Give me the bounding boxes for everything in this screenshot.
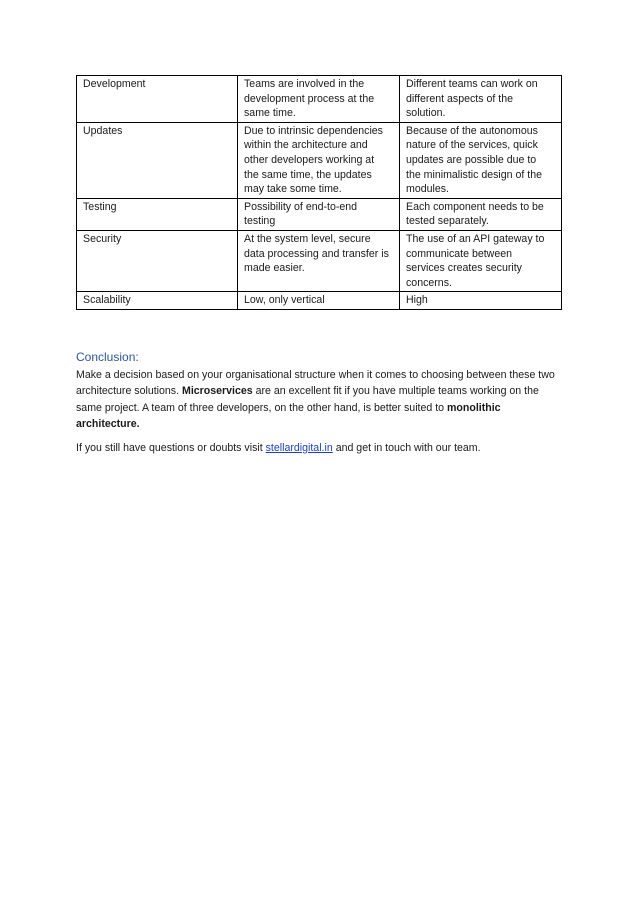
microservices-cell: The use of an API gateway to communicate between services creates security concerns. <box>400 230 562 291</box>
table-row <box>77 122 562 198</box>
table-row <box>77 230 562 291</box>
conclusion-text-1: Make a decision based on your organisational structure when it comes to choosing between these two architecture solutions. <box>76 369 555 398</box>
row-label-cell: Updates <box>77 122 238 198</box>
microservices-cell: Different teams can work on different aspects of the solution. <box>400 76 562 123</box>
contact-paragraph <box>76 440 561 456</box>
stellardigital-link[interactable]: stellardigital.in <box>265 441 333 454</box>
monolithic-cell: Possibility of end-to-end testing <box>238 198 400 230</box>
conclusion-paragraph <box>76 367 561 433</box>
row-label-cell: Development <box>77 76 238 123</box>
comparison-table-body <box>77 76 562 310</box>
row-label-cell: Testing <box>77 198 238 230</box>
table-row <box>77 292 562 310</box>
row-label-cell: Security <box>77 230 238 291</box>
row-label-cell: Scalability <box>77 292 238 310</box>
monolithic-cell: At the system level, secure data processing and transfer is made easier. <box>238 230 400 291</box>
table-row <box>77 76 562 123</box>
conclusion-section <box>76 349 561 463</box>
monolithic-cell: Due to intrinsic dependencies within the architecture and other developers working at the same time, the updates may take some time. <box>238 122 400 198</box>
microservices-cell: Because of the autonomous nature of the services, quick updates are possible due to the minimalistic design of the modules. <box>400 122 562 198</box>
conclusion-text-2: are an excellent fit if you have multiple teams working on the same project. A team of three developers, on the other hand, is better suited to <box>76 385 539 414</box>
microservices-bold: Microservices <box>182 385 253 398</box>
comparison-table <box>76 75 562 310</box>
contact-text-1: If you still have questions or doubts visit <box>76 441 266 454</box>
conclusion-heading: Conclusion: <box>76 350 139 364</box>
monolithic-cell: Teams are involved in the development process at the same time. <box>238 76 400 123</box>
monolithic-cell: Low, only vertical <box>238 292 400 310</box>
table-row <box>77 198 562 230</box>
microservices-cell: Each component needs to be tested separately. <box>400 198 562 230</box>
microservices-cell: High <box>400 292 562 310</box>
monolithic-bold: monolithic architecture. <box>76 401 501 431</box>
contact-text-2: and get in touch with our team. <box>332 441 481 454</box>
